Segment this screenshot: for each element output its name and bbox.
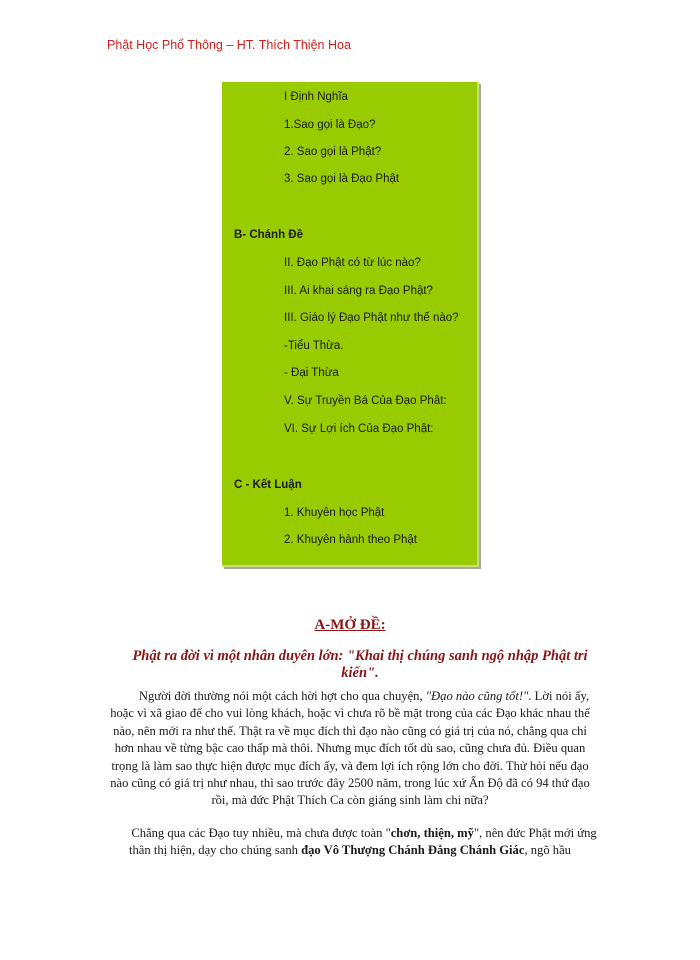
body-paragraph xyxy=(102,688,598,810)
toc-item: 2. Khuyên hành theo Phật xyxy=(284,534,417,546)
toc-section-heading: B- Chánh Đề xyxy=(234,229,303,241)
toc-item: III. Ai khai sáng ra Đạo Phật? xyxy=(284,285,433,297)
paragraph-text: ", nên đức Phật mới ứng thân thị hiện, dạy cho chúng sanh xyxy=(129,826,597,858)
italic-quote: "Đạo nào cũng tốt!" xyxy=(425,689,529,703)
toc-item: VI. Sự Lợi ích Của Đạo Phật: xyxy=(284,423,434,435)
bold-phrase: đạo Vô Thượng Chánh Đẳng Chánh Giác xyxy=(301,843,525,858)
table-of-contents-box xyxy=(222,82,479,567)
toc-item: 2. Sao gọi là Phật? xyxy=(284,146,382,158)
toc-item: 1. Khuyên học Phật xyxy=(284,507,385,519)
paragraph-text: , ngõ hầu xyxy=(524,843,571,858)
toc-item: 1.Sao gọi là Đạo? xyxy=(284,119,376,131)
toc-item: I Định Nghĩa xyxy=(284,91,348,103)
paragraph-text: . Lời nói ấy, hoặc vì xã giao để cho vui lòng khách, hoặc vì chưa rõ bề mặt trong của các Đạo khác nhau thế nào, nên mới ra như thế. Thật ra về mục đích thì đạo nào cũng có giá trị của nó, chẳng qua chỉ hơn nhau về từng bậc cao thấp mà thôi. Nhưng mục đích tốt dù sao, cũng chưa đủ. Điều quan trọng là làm sao thực hiện được mục đích ấy, và đem lợi ích rộng lớn cho đời. Thử hỏi nếu đạo nào cũng có giá trị như nhau, thì sao trước đây 2500 năm, trong lúc xứ Ấn Độ đã có 94 thứ đạo rồi, mà đức Phật Thích Ca còn giáng sinh làm chi nữa? xyxy=(110,689,590,808)
section-subtitle: Phật ra đời vì một nhân duyên lớn: "Khai thị chúng sanh ngộ nhập Phật tri kiến". xyxy=(132,648,588,681)
page-header-title: Phật Học Phổ Thông – HT. Thích Thiện Hoa xyxy=(107,38,351,52)
toc-item: III. Giáo lý Đạo Phật như thế nào? xyxy=(284,312,459,324)
toc-section-heading: C - Kết Luận xyxy=(234,479,302,491)
bold-phrase: chơn, thiện, mỹ xyxy=(390,826,474,840)
toc-item: - Đại Thừa xyxy=(284,367,339,379)
toc-item: -Tiểu Thừa. xyxy=(284,340,344,352)
toc-item: II. Đạo Phật có từ lúc nào? xyxy=(284,257,421,269)
section-heading: A-MỞ ĐỀ: xyxy=(314,617,386,633)
body-paragraph xyxy=(102,825,598,860)
paragraph-text: Người đời thường nói một cách hời hợt cho qua chuyện, xyxy=(138,689,426,703)
toc-item: 3. Sao gọi là Đạo Phật xyxy=(284,173,400,185)
paragraph-text: Chẳng qua các Đạo tuy nhiều, mà chưa được toàn " xyxy=(131,826,391,840)
toc-item: V. Sự Truyền Bá Của Đạo Phât: xyxy=(284,395,447,407)
